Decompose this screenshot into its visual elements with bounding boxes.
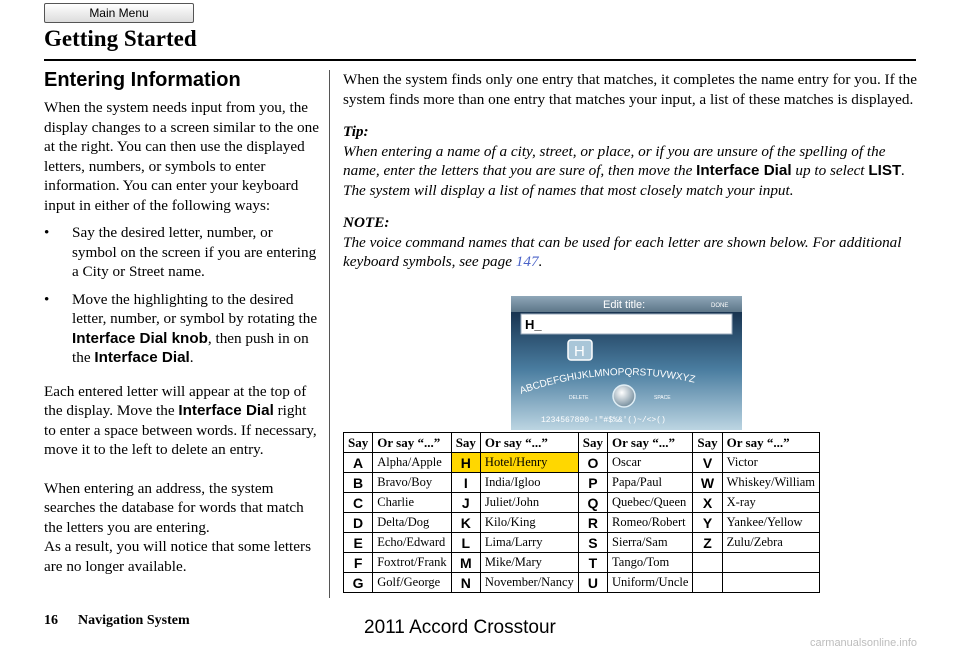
table-row	[344, 453, 820, 473]
entry-field: H_	[525, 317, 542, 332]
letter-cell: D	[344, 513, 373, 533]
letter-cell: M	[451, 553, 480, 573]
header-cell: Or say “...”	[722, 433, 819, 453]
letter-cell: B	[344, 473, 373, 493]
header-cell: Or say “...”	[480, 433, 578, 453]
letter-cell: G	[344, 573, 373, 593]
done-button[interactable]: DONE	[711, 303, 729, 309]
word-cell: Sierra/Sam	[608, 533, 693, 553]
tip-label: Tip:	[343, 123, 369, 140]
text: The voice command names that can be used for each letter are shown below. For additional keyboard symbols, see page	[343, 233, 902, 270]
letter-cell: H	[451, 453, 480, 473]
letter-cell: F	[344, 553, 373, 573]
word-cell: Victor	[722, 453, 819, 473]
word-cell: Alpha/Apple	[373, 453, 451, 473]
header-cell: Or say “...”	[608, 433, 693, 453]
word-cell: Quebec/Queen	[608, 493, 693, 513]
header-cell: Say	[578, 433, 607, 453]
watermark-text: 2011 Accord Crosstour	[364, 617, 556, 638]
letter-cell: K	[451, 513, 480, 533]
table-row	[344, 493, 820, 513]
page-link[interactable]: 147	[515, 253, 539, 270]
word-cell: Golf/George	[373, 573, 451, 593]
letter-cell: I	[451, 473, 480, 493]
text: up to select	[791, 162, 869, 179]
number-row[interactable]: 1234567890-!"#$%&'()~/<>()	[541, 416, 666, 425]
letter-cell: Z	[693, 533, 722, 553]
footer-section-name: Navigation System	[78, 613, 190, 628]
section-heading: Entering Information	[44, 69, 241, 91]
space-label: SPACE	[654, 395, 671, 401]
word-cell: Delta/Dog	[373, 513, 451, 533]
text: When entering a name of a city, street, or place, or if you are unsure of the spelling of the name, enter the letters that you are sure of, then move the	[343, 142, 886, 179]
letter-cell: S	[578, 533, 607, 553]
list-item	[44, 223, 319, 282]
control-name: Interface Dial	[178, 402, 274, 419]
letter-cell: W	[693, 473, 722, 493]
note-label: NOTE:	[343, 214, 390, 231]
text: . The system will display a list of names that most closely match your input.	[343, 162, 906, 199]
word-cell: Kilo/King	[480, 513, 578, 533]
letter-cell: X	[693, 493, 722, 513]
word-cell: Yankee/Yellow	[722, 513, 819, 533]
word-cell: Mike/Mary	[480, 553, 578, 573]
left-column	[44, 66, 319, 576]
table-row	[344, 533, 820, 553]
letter-cell: U	[578, 573, 607, 593]
letter-cell: Y	[693, 513, 722, 533]
page-title: Getting Started	[44, 26, 197, 51]
letter-cell: L	[451, 533, 480, 553]
table-row	[344, 513, 820, 533]
letter-cell: N	[451, 573, 480, 593]
bullet-text: , then push in on the	[72, 329, 309, 366]
word-cell	[722, 573, 819, 593]
word-cell: Foxtrot/Frank	[373, 553, 451, 573]
header-cell: Say	[693, 433, 722, 453]
table-row	[344, 573, 820, 593]
control-name: Interface Dial	[696, 162, 792, 179]
word-cell: Tango/Tom	[608, 553, 693, 573]
bullet-text: Say the desired letter, number, or symbol on the screen if you are entering a City or Street name.	[72, 224, 317, 280]
selected-letter: H	[574, 343, 585, 360]
page-number: 16	[44, 613, 58, 628]
letter-cell	[693, 553, 722, 573]
letter-cell: V	[693, 453, 722, 473]
watermark-site: carmanualsonline.info	[810, 637, 918, 649]
list-item	[44, 290, 319, 368]
word-cell: Zulu/Zebra	[722, 533, 819, 553]
letter-cell: P	[578, 473, 607, 493]
nav-screen-image	[511, 296, 742, 430]
letter-ring[interactable]: ABCDEFGHIJKLMNOPQRSTUVWXYZ	[518, 366, 697, 397]
paragraph	[44, 382, 319, 460]
table-row	[344, 553, 820, 573]
word-cell: Echo/Edward	[373, 533, 451, 553]
letter-cell: A	[344, 453, 373, 473]
word-cell: Lima/Larry	[480, 533, 578, 553]
letter-cell: C	[344, 493, 373, 513]
word-cell: Uniform/Uncle	[608, 573, 693, 593]
bullet-text: .	[189, 349, 194, 366]
control-name: LIST	[868, 162, 902, 179]
word-cell	[722, 553, 819, 573]
letter-cell: O	[578, 453, 607, 473]
word-cell: Bravo/Boy	[373, 473, 451, 493]
header-cell: Say	[344, 433, 373, 453]
intro-paragraph: When the system needs input from you, the display changes to a screen similar to the one at the right. You can then use the displayed letters, numbers, or symbols to enter information. You can enter your keyboard input in either of the following ways:	[44, 99, 319, 214]
text: .	[538, 253, 543, 270]
letter-cell: E	[344, 533, 373, 553]
control-name: Interface Dial knob	[72, 329, 208, 347]
letter-cell: R	[578, 513, 607, 533]
word-cell: Oscar	[608, 453, 693, 473]
control-name: Interface Dial	[94, 349, 190, 366]
bullet-text: Move the highlighting to the desired letter, number, or symbol by rotating the	[72, 290, 318, 327]
word-cell: India/Igloo	[480, 473, 578, 493]
word-cell: Charlie	[373, 493, 451, 513]
paragraph: When entering an address, the system searches the database for words that match the letters you are entering.	[44, 479, 304, 536]
voice-command-table	[343, 432, 820, 593]
header-cell: Say	[451, 433, 480, 453]
table-row	[344, 473, 820, 493]
word-cell: Whiskey/William	[722, 473, 819, 493]
word-cell: X-ray	[722, 493, 819, 513]
text: right to enter a space between words. If necessary, move it to the left to delete an entry.	[44, 402, 317, 458]
main-menu-button[interactable]: Main Menu	[44, 3, 194, 23]
tip-body	[343, 142, 918, 201]
word-cell: Juliet/John	[480, 493, 578, 513]
letter-cell	[693, 573, 722, 593]
header-cell: Or say “...”	[373, 433, 451, 453]
paragraph: When the system finds only one entry that matches, it completes the name entry for you. If the system finds more than one entry that matches your input, a list of these matches is displayed.	[343, 71, 918, 108]
note-body	[343, 233, 918, 272]
interface-dial-icon[interactable]	[613, 385, 635, 407]
table-header-row	[344, 433, 820, 453]
title-rule	[44, 59, 916, 61]
word-cell: Romeo/Robert	[608, 513, 693, 533]
delete-label: DELETE	[569, 395, 589, 401]
paragraph: As a result, you will notice that some letters are no longer available.	[44, 538, 311, 575]
word-cell: Papa/Paul	[608, 473, 693, 493]
input-ways-list	[44, 223, 319, 368]
letter-cell: Q	[578, 493, 607, 513]
letter-cell: T	[578, 553, 607, 573]
column-divider	[329, 70, 330, 598]
text: Each entered letter will appear at the top of the display. Move the	[44, 382, 307, 419]
screen-title: Edit title:	[603, 299, 646, 311]
word-cell: Hotel/Henry	[480, 453, 578, 473]
right-column	[343, 70, 918, 272]
letter-cell: J	[451, 493, 480, 513]
word-cell: November/Nancy	[480, 573, 578, 593]
